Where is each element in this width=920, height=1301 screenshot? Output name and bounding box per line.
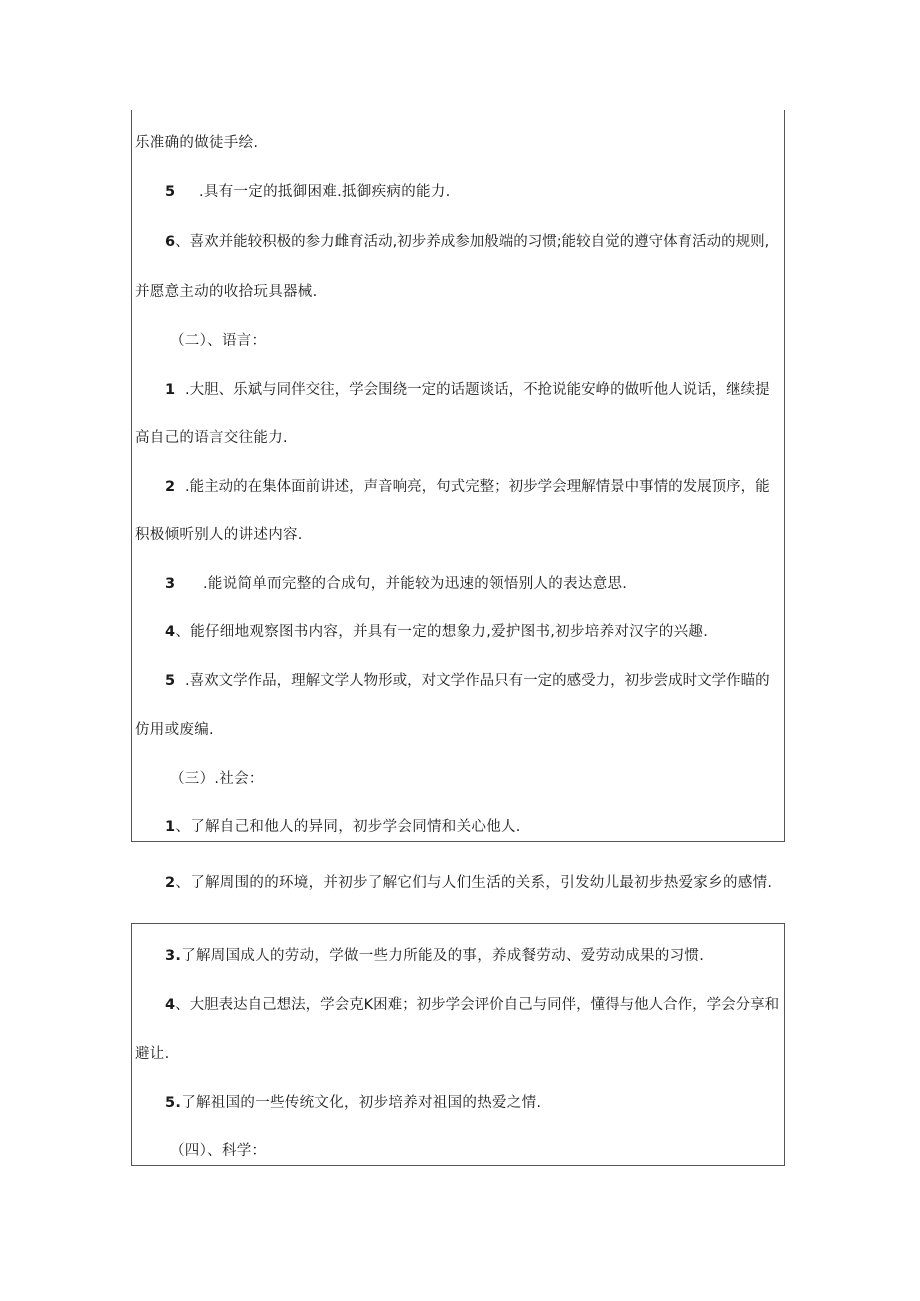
section-heading-science: （四）、科学： [170,1143,267,1159]
list-item: 5 .喜欢文学作品，理解文学人物形或，对文学作品只有一定的感受力，初步尝成时文学作瞄的 [165,673,770,689]
list-item: 3.了解周国成人的劳动，学做一些力所能及的事，养成餐劳动、爱劳动成果的习惯. [165,948,705,964]
text-line: 并愿意主动的收拾玩具器械. [135,284,318,300]
upper-table-cell [131,110,785,842]
list-item: 1 .大胆、乐斌与同伴交往，学会围绕一定的话题谈话，不抢说能安峥的做听他人说话，继续提 [165,382,770,398]
text-line: 乐准确的做徒手绘. [135,135,259,151]
list-item: 1、了解自己和他人的异同，初步学会同情和关心他人. [165,819,521,835]
list-item: 4、大胆表达自己想法，学会克K困难；初步学会评价自己与同伴，懂得与他人合作，学会分享和 [165,997,780,1013]
list-item: 2 .能主动的在集体面前讲述，声音响亮，句式完整；初步学会理解情景中事情的发展顶序，能 [165,479,770,495]
text-line: 仿用或废编. [135,722,214,738]
text-line: 高自己的语言交往能力. [135,430,288,446]
list-item: 6、喜欢并能较积极的参力雌育活动,初步养成参加般端的习惯;能较自觉的遵守体育活动的规则, [165,234,770,250]
list-item: 4、能仔细地观察图书内容，并具有一定的想象力,爱护图书,初步培养对汉字的兴趣. [165,624,709,640]
section-heading-society: （三）.社会： [170,771,264,787]
section-heading-language: （二）、语言： [170,333,267,349]
list-item: 5.了解祖国的一些传统文化，初步培养对祖国的热爱之情. [165,1095,542,1111]
text-line: 避让. [135,1046,170,1062]
text-line: 积极倾听别人的讲述内容. [135,527,303,543]
list-item: 5 .具有一定的抵御困难.抵御疾病的能力. [165,184,451,200]
list-item: 2、了解周围的的环境，并初步了解它们与人们生活的关系，引发幼儿最初步热爱家乡的感情. [165,875,773,891]
list-item: 3 .能说简单而完整的合成句，并能较为迅速的领悟别人的表达意思. [165,576,628,592]
